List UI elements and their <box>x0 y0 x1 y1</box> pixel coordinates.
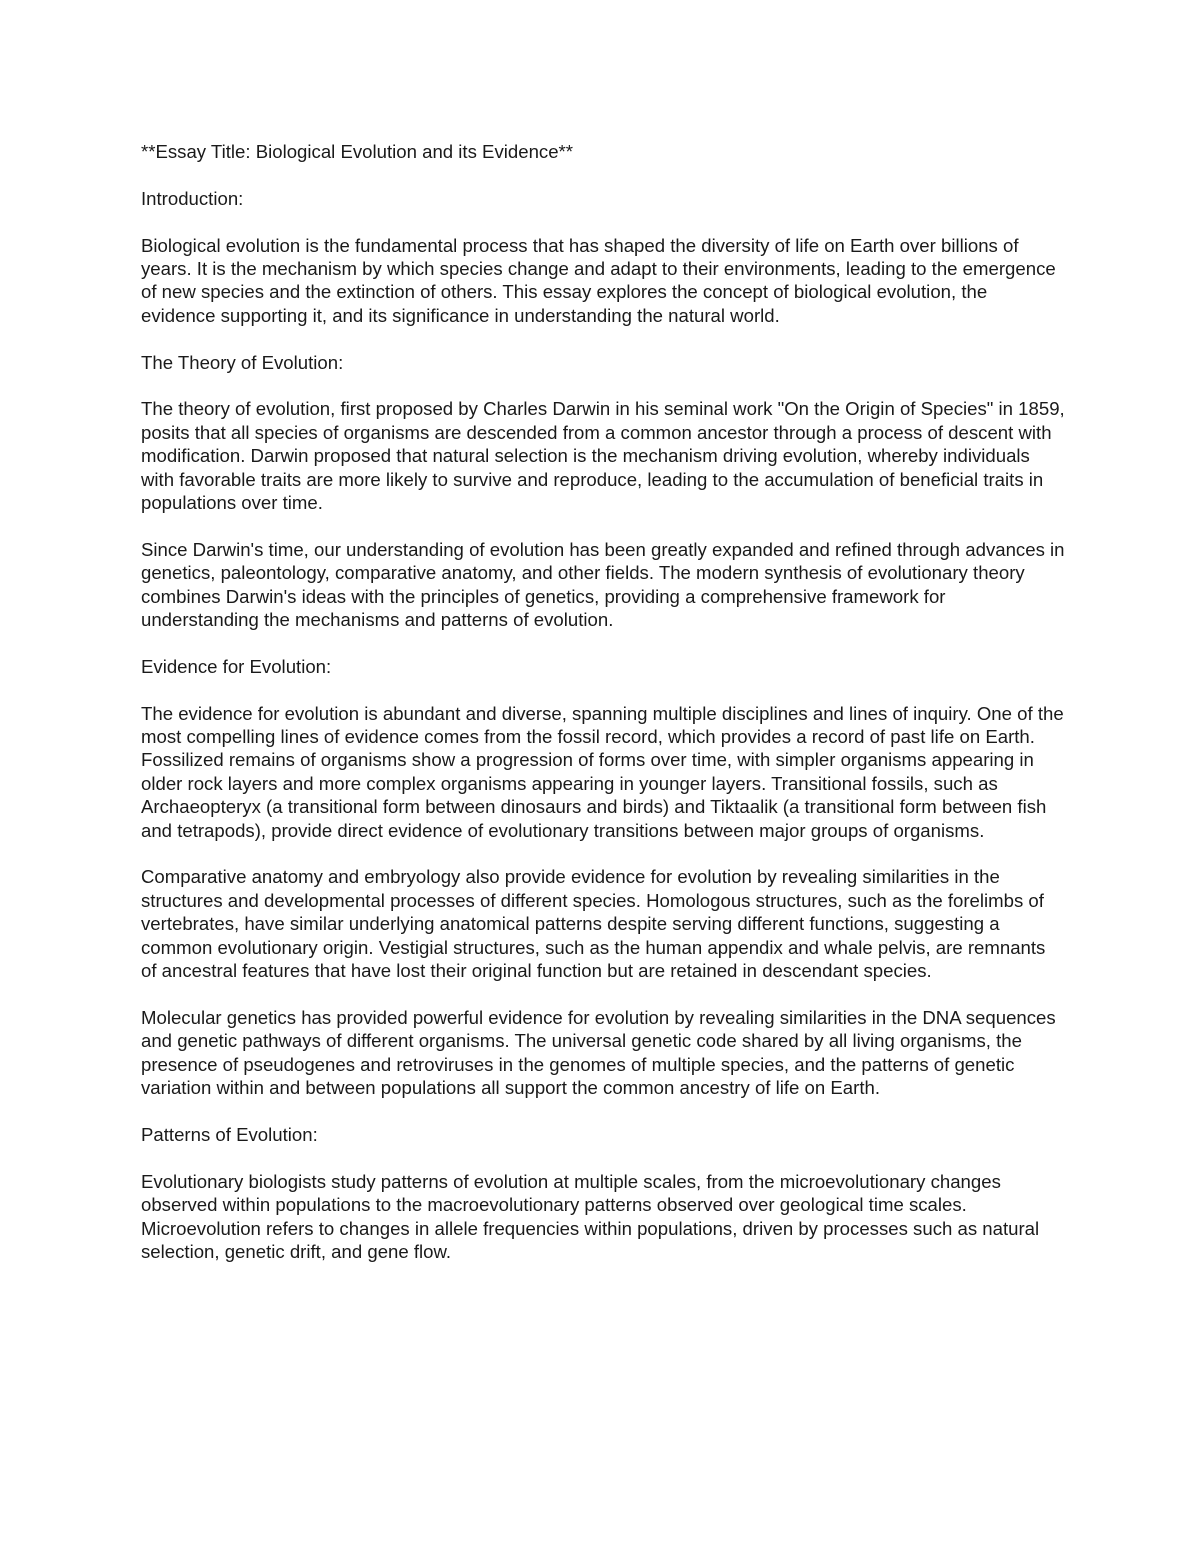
section-heading-introduction: Introduction: <box>141 187 244 209</box>
essay-title: **Essay Title: Biological Evolution and its Evidence** <box>141 141 574 162</box>
paragraph-theory-2: Since Darwin's time, our understanding of evolution has been greatly expanded and refined through advances in genetics, paleontology, comparative anatomy, and other fields. The modern synthesis of evolutionary theory combines Darwin's ideas with the principles of genetics, providing a comprehensive framework for understanding the mechanisms and patterns of evolution. <box>141 538 1065 631</box>
paragraph-introduction: Biological evolution is the fundamental process that has shaped the diversity of life on Earth over billions of years. It is the mechanism by which species change and adapt to their environments, leading to the emergence of new species and the extinction of others. This essay explores the concept of biological evolution, the evidence supporting it, and its significance in understanding the natural world. <box>141 234 1056 326</box>
paragraph-theory-1: The theory of evolution, first proposed by Charles Darwin in his seminal work "On the Origin of Species" in 1859, posits that all species of organisms are descended from a common ancestor through a process of descent with modification. Darwin proposed that natural selection is the mechanism driving evolution, whereby individuals with favorable traits are more likely to survive and reproduce, leading to the accumulation of beneficial traits in populations over time. <box>141 398 1065 514</box>
paragraph-evidence-2: Comparative anatomy and embryology also provide evidence for evolution by revealing similarities in the structures and developmental processes of different species. Homologous structures, such as the forelimbs of vertebrates, have similar underlying anatomical patterns despite serving different functions, suggesting a common evolutionary origin. Vestigial structures, such as the human appendix and whale pelvis, are remnants of ancestral features that have lost their original function but are retained in descendant species. <box>141 866 1046 982</box>
paragraph-patterns-1: Evolutionary biologists study patterns of evolution at multiple scales, from the microevolutionary changes observed within populations to the macroevolutionary patterns observed over geological time scales. Microevolution refers to changes in allele frequencies within populations, driven by processes such as natural selection, genetic drift, and gene flow. <box>141 1170 1040 1262</box>
paragraph-evidence-3: Molecular genetics has provided powerful evidence for evolution by revealing similarities in the DNA sequences and genetic pathways of different organisms. The universal genetic code shared by all living organisms, the presence of pseudogenes and retroviruses in the genomes of multiple species, and the patterns of genetic variation within and between populations all support the common ancestry of life on Earth. <box>141 1006 1056 1099</box>
section-heading-evidence: Evidence for Evolution: <box>141 655 332 677</box>
essay-body <box>141 140 1066 1287</box>
section-heading-patterns: Patterns of Evolution: <box>141 1123 318 1145</box>
section-heading-theory: The Theory of Evolution: <box>141 351 344 373</box>
paragraph-evidence-1: The evidence for evolution is abundant and diverse, spanning multiple disciplines and lines of inquiry. One of the most compelling lines of evidence comes from the fossil record, which provides a record of past life on Earth. Fossilized remains of organisms show a progression of forms over time, with simpler organisms appearing in older rock layers and more complex organisms appearing in younger layers. Transitional fossils, such as Archaeopteryx (a transitional form between dinosaurs and birds) and Tiktaalik (a transitional form between fish and tetrapods), provide direct evidence of evolutionary transitions between major groups of organisms. <box>141 702 1064 841</box>
